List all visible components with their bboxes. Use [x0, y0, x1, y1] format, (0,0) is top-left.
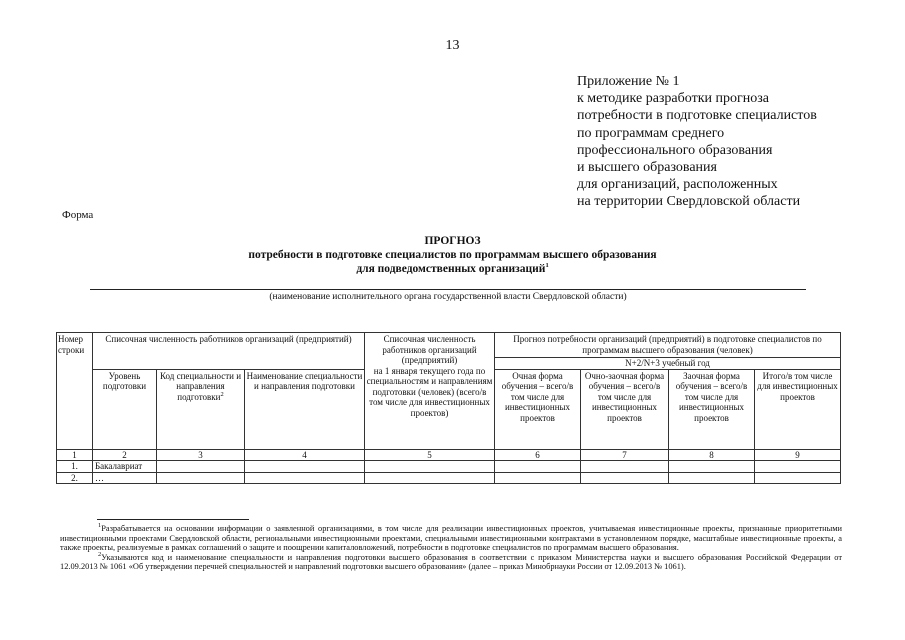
row-staff — [365, 461, 495, 473]
row-number: 2. — [57, 472, 93, 484]
footnote-separator — [97, 519, 249, 520]
appendix-line: на территории Свердловской области — [577, 194, 801, 210]
forecast-table — [56, 332, 841, 484]
footnote-mark: 1 — [98, 522, 102, 530]
appendix-line: Приложение № 1 — [577, 74, 680, 89]
org-name-line — [90, 289, 806, 290]
form-label: Форма — [62, 209, 94, 221]
row-extramural — [669, 461, 755, 473]
org-name-caption: (наименование исполнительного органа государственной власти Свердловской области) — [269, 292, 627, 302]
header-code — [157, 369, 245, 449]
row-part-time — [581, 472, 669, 484]
header-full-time: Очная форма обучения – всего/в том числе для инвестиционных проектов — [495, 369, 581, 449]
column-number: 1 — [57, 449, 93, 461]
footnotes — [60, 524, 842, 572]
footnote-mark: 2 — [220, 390, 224, 398]
header-staff-group: Списочная численность работников организаций (предприятий) — [93, 333, 365, 370]
column-number: 6 — [495, 449, 581, 461]
table-row — [57, 461, 841, 473]
appendix-line: профессионального образования — [577, 142, 773, 158]
footnote-2 — [60, 550, 842, 572]
page-number: 13 — [445, 38, 460, 53]
header-row-number: Номер строки — [57, 333, 93, 450]
document-title — [0, 234, 905, 276]
column-number: 8 — [669, 449, 755, 461]
row-number: 1. — [57, 461, 93, 473]
footnote-mark: 2 — [98, 550, 102, 558]
appendix-line: потребности в подготовке специалистов — [577, 108, 817, 124]
row-staff — [365, 472, 495, 484]
column-number: 9 — [755, 449, 841, 461]
column-number: 3 — [157, 449, 245, 461]
title-heading: ПРОГНОЗ — [424, 235, 481, 247]
title-line: потребности в подготовке специалистов по программам высшего образования — [248, 249, 657, 261]
appendix-line: к методике разработки прогноза — [577, 91, 769, 107]
appendix-line: для организаций, расположенных — [577, 177, 778, 193]
row-extramural — [669, 472, 755, 484]
row-full-time — [495, 461, 581, 473]
row-total — [755, 461, 841, 473]
header-level: Уровень подготовки — [93, 369, 157, 449]
column-number: 2 — [93, 449, 157, 461]
header-total: Итого/в том числе для инвестиционных проектов — [755, 369, 841, 449]
row-code — [157, 472, 245, 484]
row-level: … — [93, 472, 157, 484]
appendix-line: по программам среднего — [577, 125, 725, 141]
footnote-2-text: Указываются код и наименование специальности и направления подготовки высшего образования в соответствии с приказом Министерства науки и высшего образования Российской Федерации от 12.09.2013 № 1061 «Об утверждении перечней специальностей и направлений подготовки высшего образования» (далее – приказ Минобрнауки России от 12.09.2013 № 1061). — [60, 552, 842, 572]
table-row — [57, 472, 841, 484]
header-staff-total-bottom: на 1 января текущего года по специальностям и направлениям подготовки (человек) (всего/в том числе для инвестиционных проектов) — [366, 365, 493, 418]
row-total — [755, 472, 841, 484]
header-name: Наименование специальности и направления подготовки — [245, 369, 365, 449]
row-name — [245, 472, 365, 484]
title-line — [0, 262, 905, 276]
row-level: Бакалавриат — [93, 461, 157, 473]
row-name — [245, 461, 365, 473]
footnote-1 — [60, 524, 842, 553]
footnote-1-text: Разрабатывается на основании информации о заявленной организациями, в том числе для реализации инвестиционных проектов, учитываемая инвестиционные проекты, признанные приоритетными инвестиционными проектами Свердловской области, региональными инвестиционными проектами, специальными инвестиционными контрактами в установленном порядке, масштабные инвестиционные проекты, а также проекты, реализуемые в рамках соглашений о защите и поощрении капиталовложений, потребности в подготовке специалистов по программам высшего образования. — [60, 524, 842, 553]
header-year: N+2/N+3 учебный год — [495, 358, 841, 370]
header-code-text: Код специальности и направления подготовки — [159, 370, 242, 402]
header-part-time: Очно-заочная форма обучения – всего/в том числе для инвестиционных проектов — [581, 369, 669, 449]
column-number: 7 — [581, 449, 669, 461]
footnote-mark: 1 — [545, 262, 549, 270]
row-code — [157, 461, 245, 473]
header-staff-total — [365, 333, 495, 450]
title-line-text: для подведомственных организаций — [356, 263, 546, 275]
appendix-line: и высшего образования — [577, 160, 717, 176]
header-staff-total-top: Списочная численность работников организаций (предприятий) — [382, 334, 477, 365]
header-extramural: Заочная форма обучения – всего/в том числе для инвестиционных проектов — [669, 369, 755, 449]
column-number: 4 — [245, 449, 365, 461]
header-forecast: Прогноз потребности организаций (предприятий) в подготовке специалистов по программам высшего образования (человек) — [495, 333, 841, 358]
appendix-header — [577, 73, 817, 211]
row-full-time — [495, 472, 581, 484]
column-number: 5 — [365, 449, 495, 461]
row-part-time — [581, 461, 669, 473]
